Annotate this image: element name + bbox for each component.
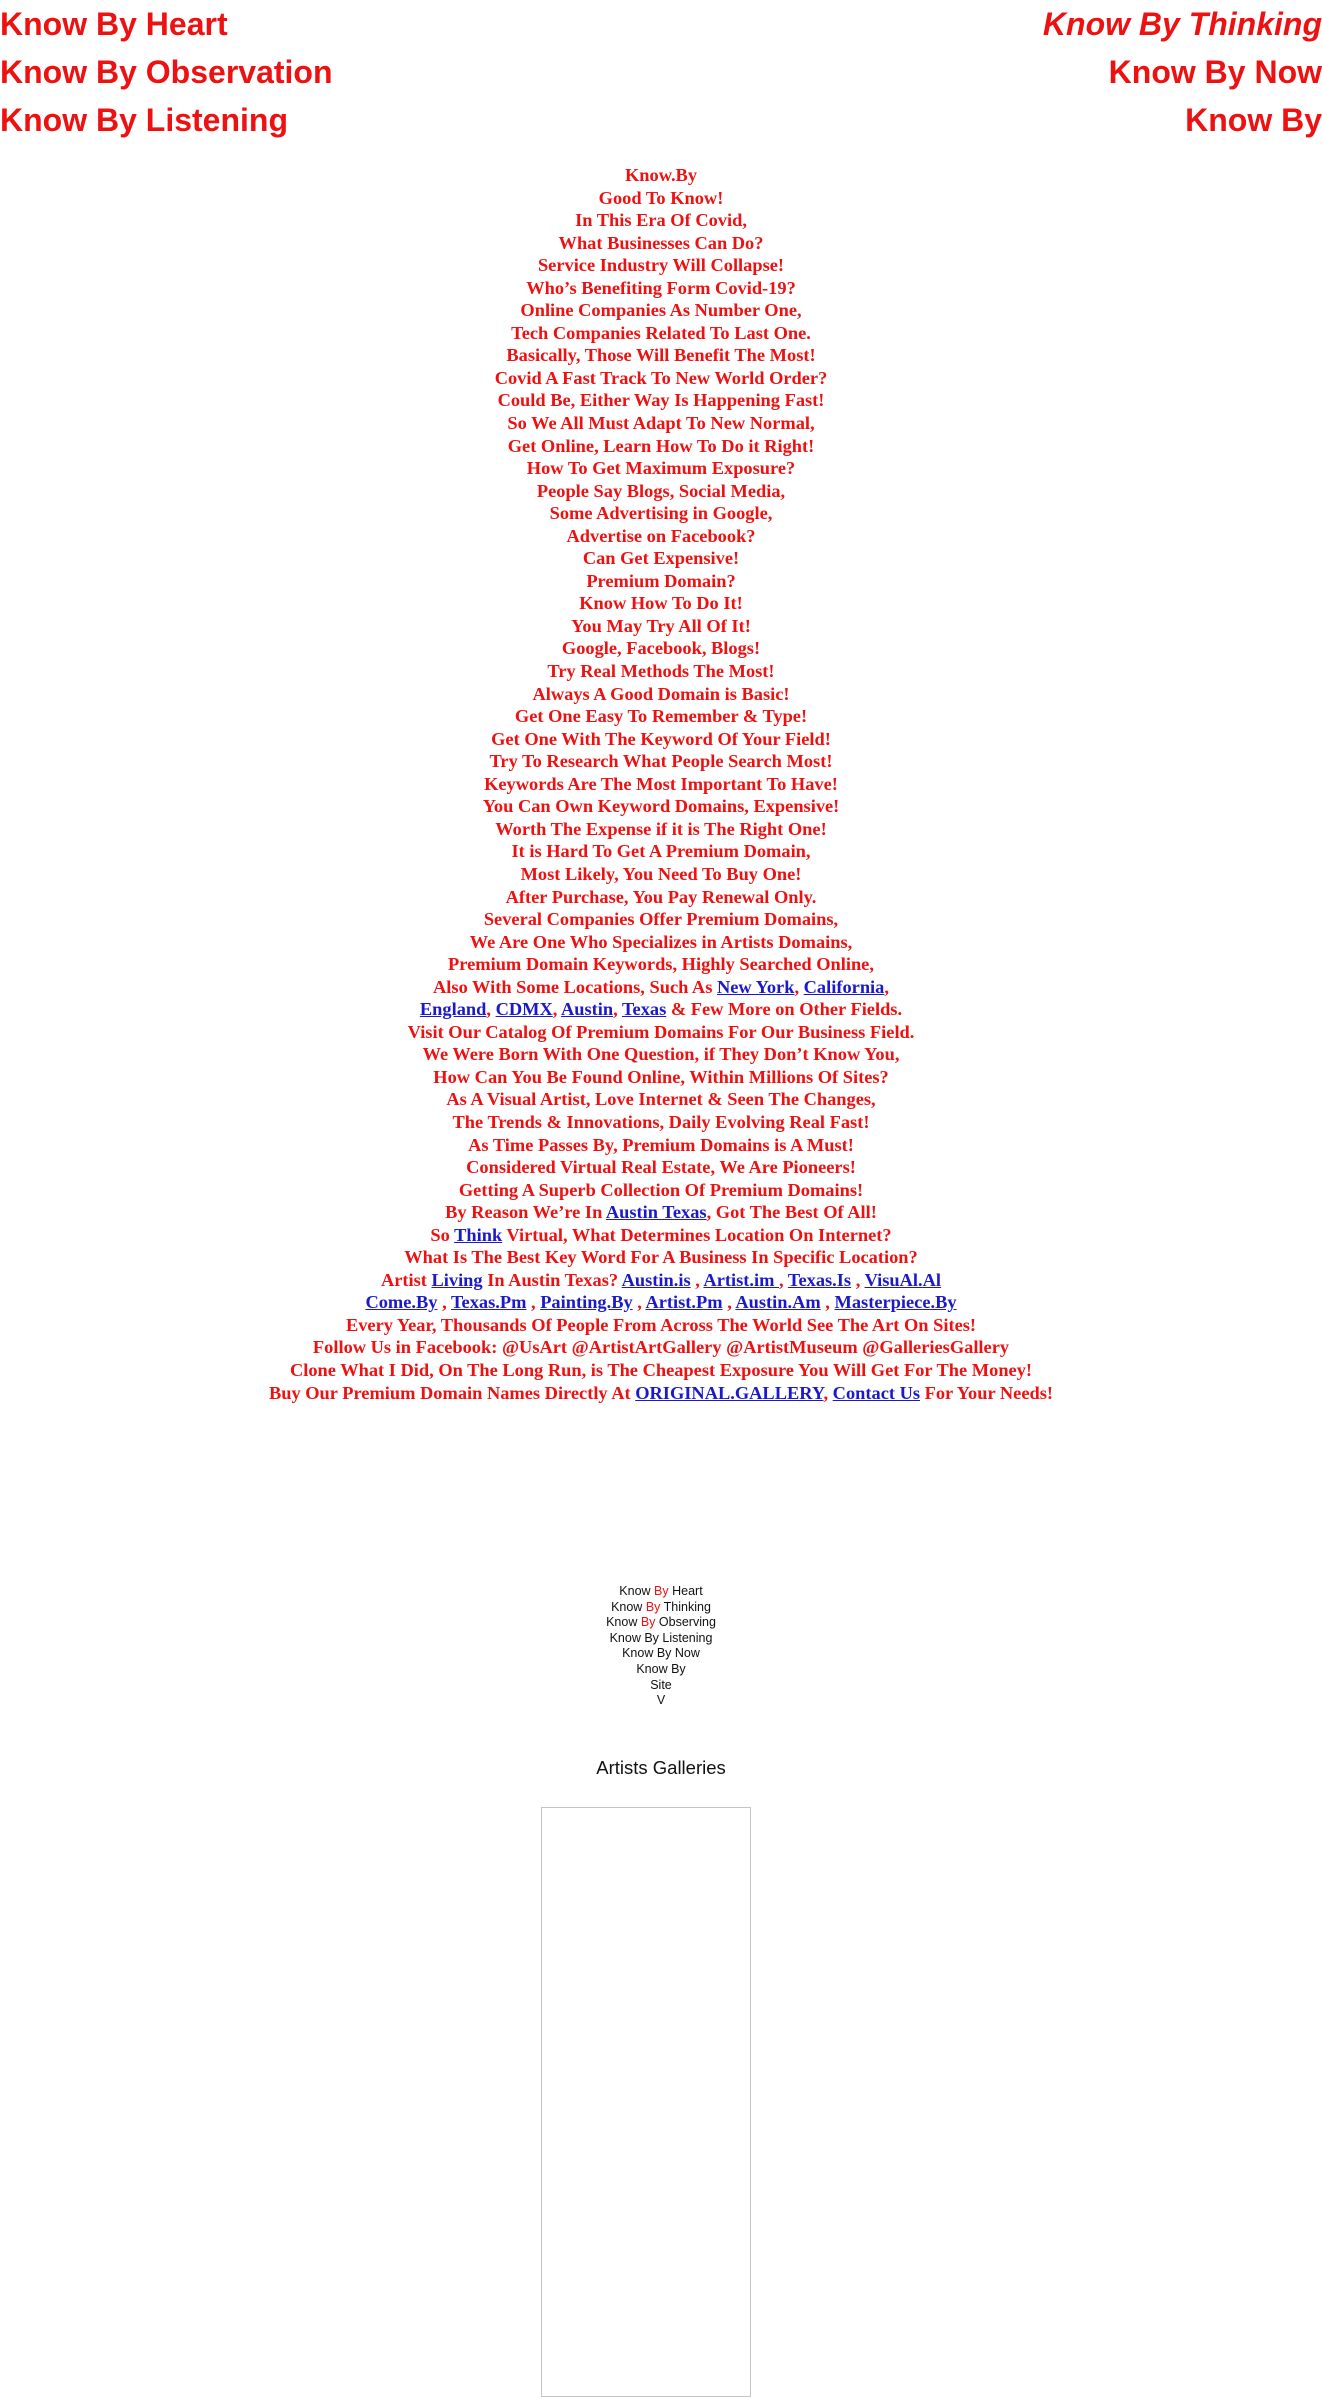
link-artist-pm[interactable]: Artist.Pm [645,1292,723,1313]
content-line-domains-1 [0,1269,1322,1292]
top-navigation [0,0,1322,150]
footer-text-red: By [654,1584,669,1598]
nav-link-know-by-listening[interactable]: Know By Listening [0,102,288,138]
nav-link-know-by-observation[interactable]: Know By Observation [0,54,333,90]
content-line-austin-texas [0,1201,1322,1224]
text-segment: Also With Some Locations, Such As [433,976,717,997]
footer-link-know-by[interactable]: Know By [636,1661,686,1676]
content-line: What Businesses Can Do? [558,232,764,253]
content-line: Get One With The Keyword Of Your Field! [491,728,831,749]
footer-text-red: By [640,1615,656,1630]
link-visual-al[interactable]: VisuAl.Al [864,1269,942,1290]
content-line: People Say Blogs, Social Media, [536,480,786,501]
content-line: Most Likely, You Need To Buy One! [520,863,802,884]
footer-text: Know [611,1599,643,1614]
link-original-gallery[interactable]: ORIGINAL.GALLERY [635,1382,824,1403]
text-segment: , Got The Best Of All! [706,1202,877,1223]
text-segment: Artist [380,1269,432,1290]
link-austin-is[interactable]: Austin.is [621,1269,691,1290]
content-line: Try To Research What People Search Most! [489,751,833,772]
top-nav-left [0,0,333,144]
content-line: In This Era Of Covid, [575,210,747,231]
content-line: Follow Us in Facebook: @UsArt @ArtistArtGallery @ArtistMuseum @GalleriesGallery [312,1337,1010,1358]
content-line: Get One Easy To Remember & Type! [514,706,808,727]
content-line-buy [0,1382,1322,1405]
text-segment: , [884,976,889,997]
text-segment: , [722,1292,736,1313]
link-california[interactable]: California [803,976,885,997]
footer-link-know-by-thinking[interactable] [0,1600,1322,1616]
text-segment: , [437,1292,451,1313]
content-line: Know.By [624,165,698,185]
content-line: The Trends & Innovations, Daily Evolving Real Fast! [452,1111,870,1132]
footer-link-know-by-listening[interactable]: Know By Listening [609,1630,713,1645]
content-line: Online Companies As Number One, [520,300,802,321]
content-line: Keywords Are The Most Important To Have! [484,773,838,794]
link-think[interactable]: Think [454,1224,503,1245]
galleries-embed-frame[interactable] [541,1807,751,2397]
content-line-locations [0,976,1322,999]
link-living[interactable]: Living [431,1269,483,1290]
content-line-think [0,1224,1322,1247]
link-painting-by[interactable]: Painting.By [540,1292,633,1313]
text-segment: Buy Our Premium Domain Names Directly At [268,1382,636,1403]
link-masterpiece-by[interactable]: Masterpiece.By [834,1292,957,1313]
content-line: It is Hard To Get A Premium Domain, [511,841,811,862]
text-segment: , [690,1269,704,1290]
footer-text: Heart [672,1584,703,1598]
content-line: Good To Know! [598,187,724,208]
content-line: After Purchase, You Pay Renewal Only. [505,886,817,907]
content-line: Know How To Do It! [579,593,743,614]
text-segment: , [552,999,561,1020]
text-segment: So [430,1224,455,1245]
text-segment: , [613,999,622,1020]
footer-link-know-by-observing[interactable] [0,1615,1322,1631]
content-line: Google, Facebook, Blogs! [561,638,761,659]
link-austin[interactable]: Austin [560,999,614,1020]
text-segment: For Your Needs! [920,1382,1054,1403]
footer-text-red: By [645,1599,661,1614]
content-line: Tech Companies Related To Last One. [511,322,811,343]
footer-navigation [0,1584,1322,1709]
content-line: As A Visual Artist, Love Internet & Seen The Changes, [446,1089,876,1110]
content-line: Advertise on Facebook? [566,525,756,546]
content-line: We Are One Who Specializes in Artists Domains, [469,931,853,952]
content-line: Considered Virtual Real Estate, We Are Pioneers! [466,1157,856,1178]
link-austin-am[interactable]: Austin.Am [735,1292,821,1313]
content-line-domains-2 [0,1291,1322,1314]
content-line: Getting A Superb Collection Of Premium Domains! [458,1179,864,1200]
content-line-locations-2 [0,998,1322,1021]
text-segment: Virtual, What Determines Location On Internet? [502,1224,892,1245]
text-segment: , [632,1292,646,1313]
content-line: Try Real Methods The Most! [547,661,775,682]
content-line: Basically, Those Will Benefit The Most! [506,345,816,366]
content-line: Covid A Fast Track To New World Order? [494,367,828,388]
content-line: What Is The Best Key Word For A Business In Specific Location? [404,1247,918,1268]
link-come-by[interactable]: Come.By [365,1292,438,1313]
link-texas[interactable]: Texas [621,999,667,1020]
link-artist-im[interactable]: Artist.im [703,1269,780,1290]
footer-text: Know [606,1615,638,1630]
content-line: As Time Passes By, Premium Domains is A Must! [468,1134,854,1155]
content-line: Who’s Benefiting Form Covid-19? [526,277,796,298]
content-line: Premium Domain Keywords, Highly Searched Online, [448,954,874,975]
link-cdmx[interactable]: CDMX [495,999,553,1020]
link-austin-texas[interactable]: Austin Texas [605,1202,707,1223]
nav-link-know-by-heart[interactable]: Know By Heart [0,6,228,42]
footer-link-site[interactable]: Site [650,1677,672,1692]
link-england[interactable]: England [419,999,487,1020]
footer-text: Thinking [663,1599,711,1614]
content-line: Worth The Expense if it is The Right One! [495,818,827,839]
content-line: Get Online, Learn How To Do it Right! [507,435,815,456]
nav-link-know-by-thinking[interactable]: Know By Thinking [1042,6,1322,42]
link-contact-us[interactable]: Contact Us [832,1382,921,1403]
content-line: Every Year, Thousands Of People From Across The World See The Art On Sites! [345,1314,977,1335]
text-segment: , [486,999,496,1020]
content-line: Service Industry Will Collapse! [537,255,785,276]
text-segment: , [820,1292,835,1313]
text-segment: & Few More on Other Fields. [666,999,903,1020]
footer-link-know-by-heart[interactable] [0,1584,1322,1600]
text-segment: , [823,1382,833,1403]
text-segment: , [794,976,804,997]
footer-text: Observing [658,1615,716,1630]
footer-text: Know [619,1584,651,1598]
artists-galleries-heading: Artists Galleries [596,1757,726,1778]
nav-link-know-by[interactable]: Know By [1185,102,1322,138]
content-line: How Can You Be Found Online, Within Millions Of Sites? [433,1066,889,1087]
link-new-york[interactable]: New York [716,976,795,997]
content-line: Could Be, Either Way Is Happening Fast! [497,390,825,411]
text-segment: , [779,1269,788,1290]
content-line: You May Try All Of It! [571,615,751,636]
text-segment: , [526,1292,541,1313]
content-line: You Can Own Keyword Domains, Expensive! [482,796,840,817]
text-segment: By Reason We’re In [445,1202,606,1223]
content-line: Clone What I Did, On The Long Run, is The Cheapest Exposure You Will Get For The Money! [289,1359,1033,1380]
content-line: Several Companies Offer Premium Domains, [483,909,839,930]
top-nav-right [1043,0,1322,144]
content-line: How To Get Maximum Exposure? [526,458,796,479]
main-content [0,164,1322,1404]
content-line: We Were Born With One Question, if They Don’t Know You, [422,1044,900,1065]
text-segment: , [851,1269,865,1290]
content-line: Some Advertising in Google, [549,503,773,524]
text-segment: In Austin Texas? [482,1269,622,1290]
content-line: Visit Our Catalog Of Premium Domains For Our Business Field. [407,1021,915,1042]
content-line: Always A Good Domain is Basic! [532,683,790,704]
footer-link-v[interactable]: V [656,1693,666,1708]
link-texas-is[interactable]: Texas.Is [787,1269,852,1290]
footer-link-know-by-now[interactable]: Know By Now [622,1646,700,1661]
nav-link-know-by-now[interactable]: Know By Now [1108,54,1322,90]
content-line: Premium Domain? [586,570,736,591]
link-texas-pm[interactable]: Texas.Pm [450,1292,527,1313]
content-line: So We All Must Adapt To New Normal, [507,413,815,434]
content-line: Can Get Expensive! [582,548,740,569]
